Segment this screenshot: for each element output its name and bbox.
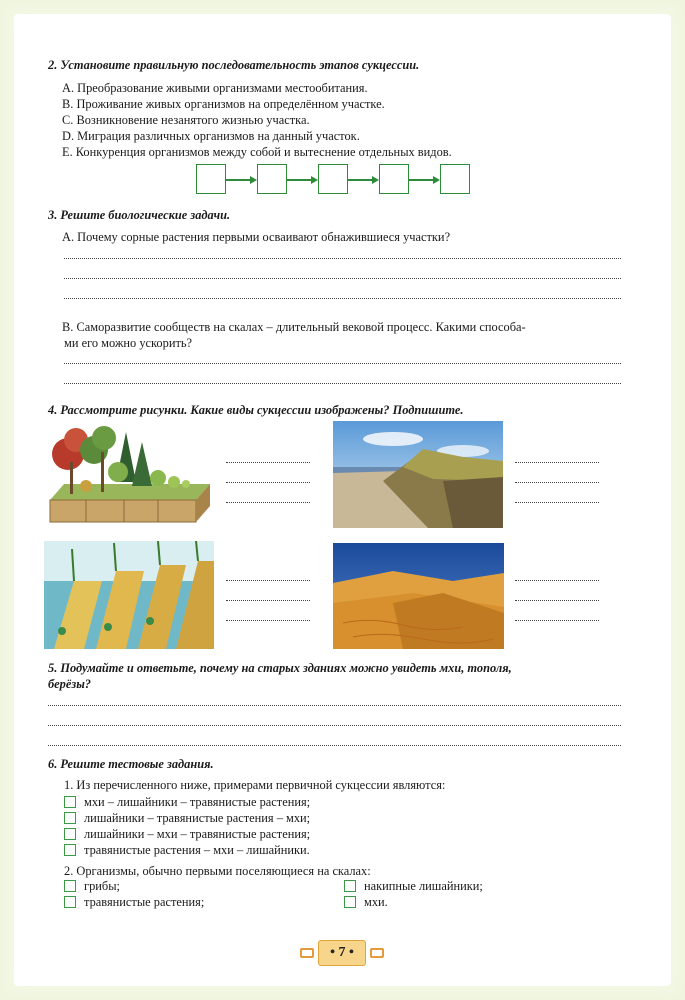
test-option[interactable] bbox=[344, 895, 388, 910]
answer-line[interactable] bbox=[515, 580, 599, 581]
task-2-item-b: B. Проживание живых организмов на определённом участке. bbox=[62, 97, 385, 111]
option-label: мхи. bbox=[364, 895, 388, 909]
desert-sand-dune-photo bbox=[333, 543, 504, 649]
page-number: • 7 • bbox=[318, 940, 366, 966]
arrow-icon bbox=[226, 179, 255, 181]
arrow-icon bbox=[287, 179, 316, 181]
checkbox[interactable] bbox=[64, 828, 76, 840]
checkbox[interactable] bbox=[344, 896, 356, 908]
option-label: грибы; bbox=[84, 879, 120, 893]
answer-line[interactable] bbox=[226, 600, 310, 601]
option-label: травянистые растения; bbox=[84, 895, 205, 909]
task-3b-question-line-1: B. Саморазвитие сообществ на скалах – длительный вековой процесс. Какими способа- bbox=[62, 320, 526, 334]
task-5-title-line-2: берёзы? bbox=[48, 677, 92, 691]
test-option[interactable] bbox=[64, 795, 310, 810]
arrow-icon bbox=[409, 179, 438, 181]
lake-overgrowth-illustration bbox=[44, 541, 214, 649]
answer-line[interactable] bbox=[515, 600, 599, 601]
coastal-dune-photo bbox=[333, 421, 503, 528]
test-option[interactable] bbox=[64, 879, 120, 894]
answer-line[interactable] bbox=[64, 278, 621, 279]
checkbox[interactable] bbox=[64, 880, 76, 892]
checkbox[interactable] bbox=[64, 844, 76, 856]
arrow-icon bbox=[348, 179, 377, 181]
test-question-2: 2. Организмы, обычно первыми поселяющиеся на скалах: bbox=[64, 864, 371, 878]
answer-line[interactable] bbox=[64, 258, 621, 259]
option-label: лишайники – травянистые растения – мхи; bbox=[84, 811, 311, 825]
test-option[interactable] bbox=[64, 895, 204, 910]
answer-line[interactable] bbox=[226, 502, 310, 503]
answer-line[interactable] bbox=[515, 462, 599, 463]
answer-line[interactable] bbox=[226, 482, 310, 483]
test-option[interactable] bbox=[344, 879, 483, 894]
checkbox[interactable] bbox=[344, 880, 356, 892]
test-question-1: 1. Из перечисленного ниже, примерами первичной сукцессии являются: bbox=[64, 778, 446, 792]
checkbox[interactable] bbox=[64, 796, 76, 808]
ornament-icon bbox=[370, 948, 384, 958]
sequence-box-3[interactable] bbox=[318, 164, 348, 194]
answer-line[interactable] bbox=[64, 383, 621, 384]
option-label: накипные лишайники; bbox=[364, 879, 483, 893]
checkbox[interactable] bbox=[64, 812, 76, 824]
task-3a-question: A. Почему сорные растения первыми осваивают обнажившиеся участки? bbox=[62, 230, 451, 244]
ornament-icon bbox=[300, 948, 314, 958]
sequence-box-1[interactable] bbox=[196, 164, 226, 194]
checkbox[interactable] bbox=[64, 896, 76, 908]
answer-line[interactable] bbox=[226, 462, 310, 463]
test-option[interactable] bbox=[64, 827, 310, 842]
task-3b-question-line-2: ми его можно ускорить? bbox=[64, 336, 193, 350]
answer-line[interactable] bbox=[48, 745, 621, 746]
task-4-title: 4. Рассмотрите рисунки. Какие виды сукцессии изображены? Подпишите. bbox=[48, 403, 464, 417]
answer-line[interactable] bbox=[64, 363, 621, 364]
forest-succession-illustration bbox=[46, 422, 212, 528]
answer-line[interactable] bbox=[48, 725, 621, 726]
answer-line[interactable] bbox=[515, 502, 599, 503]
answer-line[interactable] bbox=[226, 580, 310, 581]
task-2-title: 2. Установите правильную последовательность этапов сукцессии. bbox=[48, 58, 420, 72]
sequence-box-5[interactable] bbox=[440, 164, 470, 194]
task-6-title: 6. Решите тестовые задания. bbox=[48, 757, 214, 771]
option-label: лишайники – мхи – травянистые растения; bbox=[84, 827, 311, 841]
task-2-item-a: A. Преобразование живыми организмами местообитания. bbox=[62, 81, 368, 95]
task-2-item-c: C. Возникновение незанятого жизнью участка. bbox=[62, 113, 310, 127]
answer-line[interactable] bbox=[515, 482, 599, 483]
answer-line[interactable] bbox=[515, 620, 599, 621]
option-label: травянистые растения – мхи – лишайники. bbox=[84, 843, 310, 857]
task-3-title: 3. Решите биологические задачи. bbox=[48, 208, 231, 222]
sequence-box-2[interactable] bbox=[257, 164, 287, 194]
answer-line[interactable] bbox=[226, 620, 310, 621]
test-option[interactable] bbox=[64, 811, 310, 826]
sequence-box-4[interactable] bbox=[379, 164, 409, 194]
answer-line[interactable] bbox=[48, 705, 621, 706]
task-2-item-d: D. Миграция различных организмов на данный участок. bbox=[62, 129, 360, 143]
test-option[interactable] bbox=[64, 843, 310, 858]
task-2-item-e: E. Конкуренция организмов между собой и вытеснение отдельных видов. bbox=[62, 145, 452, 159]
option-label: мхи – лишайники – травянистые растения; bbox=[84, 795, 311, 809]
task-5-title-line-1: 5. Подумайте и ответьте, почему на старых зданиях можно увидеть мхи, тополя, bbox=[48, 661, 512, 675]
answer-line[interactable] bbox=[64, 298, 621, 299]
